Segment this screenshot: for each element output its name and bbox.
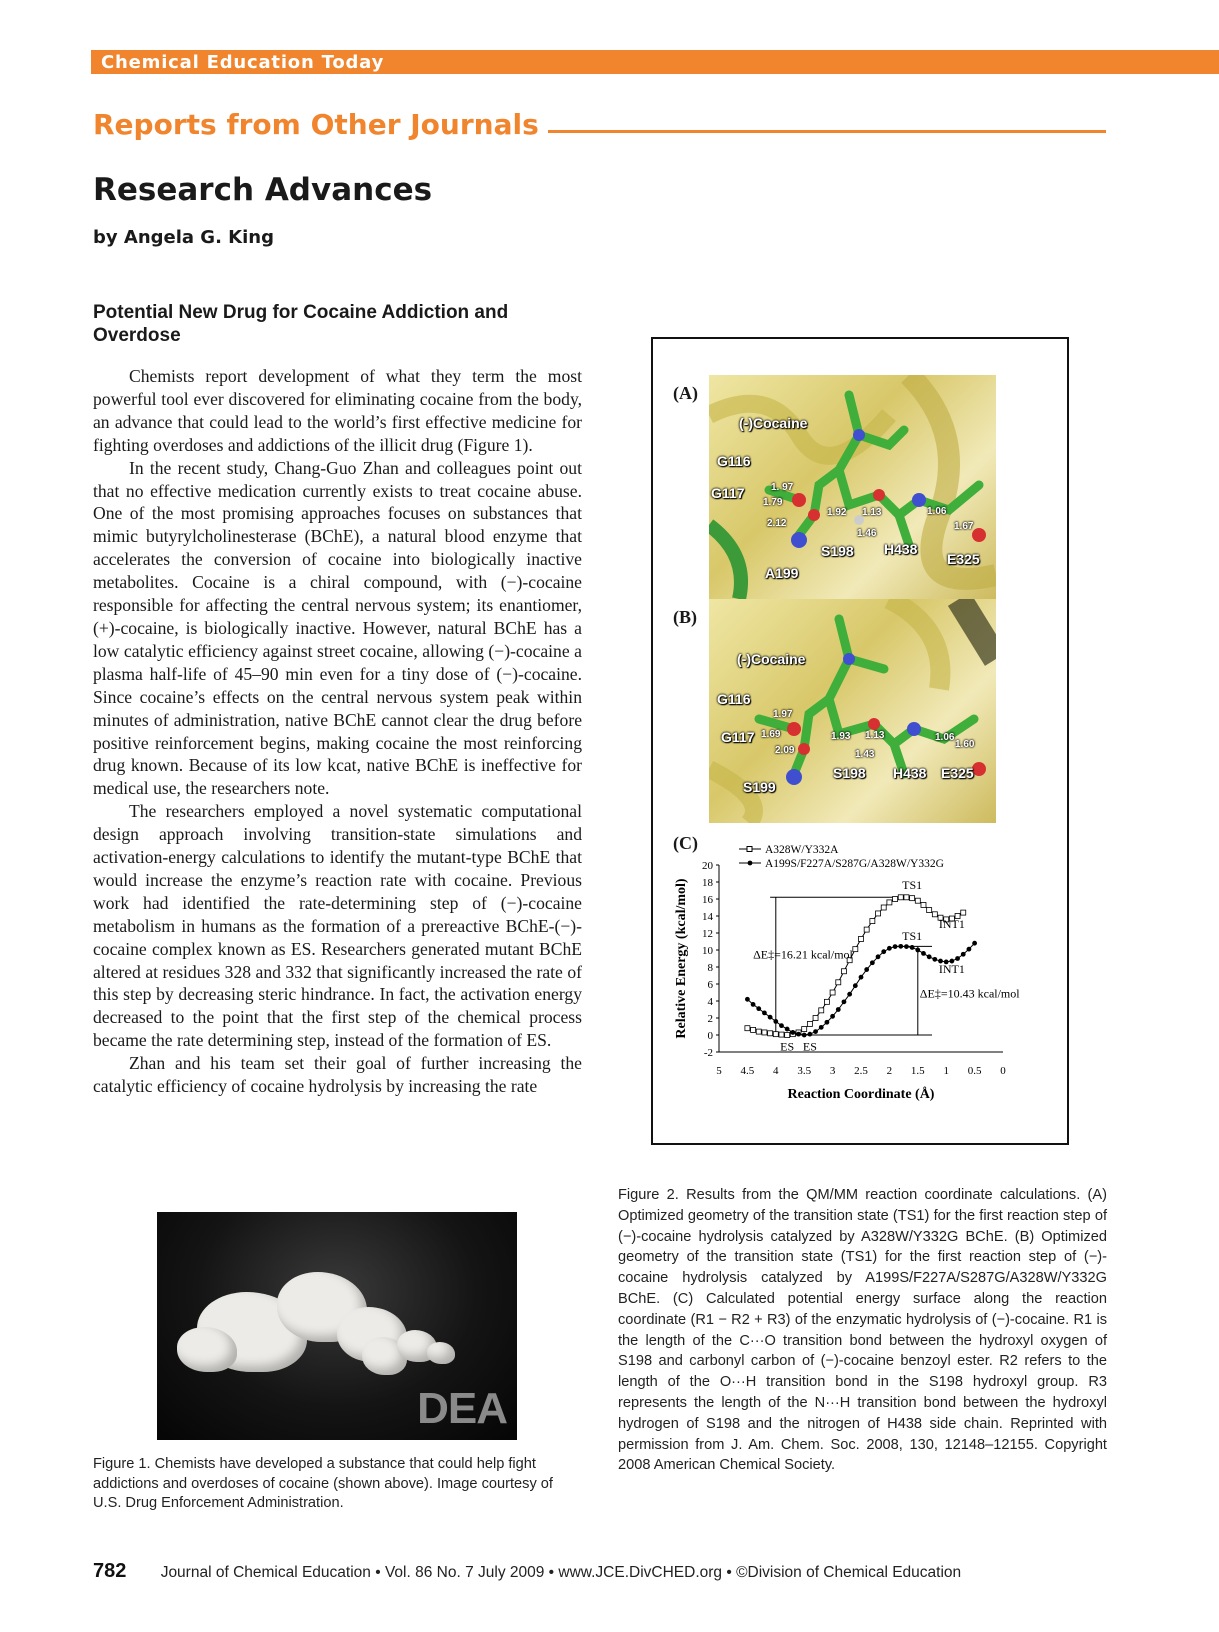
data-point — [910, 896, 915, 901]
data-point — [751, 1027, 756, 1032]
y-tick-label: 8 — [707, 962, 713, 974]
data-point — [932, 957, 937, 962]
energy-chart — [653, 839, 1067, 1129]
data-point — [927, 908, 932, 913]
x-tick-label: 5 — [716, 1065, 722, 1077]
y-tick-label: 20 — [702, 860, 713, 872]
residue-label: H438 — [893, 765, 927, 781]
data-point — [898, 895, 903, 900]
y-tick-label: 16 — [702, 894, 713, 906]
data-point — [745, 997, 750, 1002]
data-point — [881, 905, 886, 910]
byline: by Angela G. King — [93, 227, 275, 248]
y-tick-label: -2 — [703, 1047, 713, 1059]
x-tick-label: 1.5 — [910, 1065, 925, 1077]
data-point — [796, 1032, 801, 1037]
data-point — [802, 1033, 807, 1038]
chart-annotation: TS1 — [902, 928, 923, 943]
data-point — [773, 1019, 778, 1024]
legend-marker — [748, 861, 753, 866]
data-point — [745, 1026, 750, 1031]
cocaine-label: (-)Cocaine — [739, 415, 808, 431]
banner-label: Chemical Education Today — [101, 52, 385, 73]
data-point — [802, 1027, 807, 1032]
paragraph: Zhan and his team set their goal of further increasing the catalytic efficiency of cocaine hydrolysis by increasing the rate — [93, 1053, 582, 1097]
data-point — [893, 897, 898, 902]
residue-label: E325 — [947, 551, 980, 567]
chart-annotation: ΔE‡=10.43 kcal/mol — [919, 986, 1020, 1001]
data-point — [807, 1021, 812, 1026]
data-point — [762, 1030, 767, 1035]
page-headline: Research Advances — [93, 172, 433, 208]
data-point — [836, 1007, 841, 1012]
distance-label: 1.06 — [935, 732, 955, 743]
data-point — [870, 919, 875, 924]
series-line — [747, 897, 963, 1035]
data-point — [961, 952, 966, 957]
data-point — [961, 910, 966, 915]
y-tick-label: 12 — [702, 928, 713, 940]
data-point — [841, 969, 846, 974]
x-tick-label: 0 — [1000, 1065, 1006, 1077]
residue-label: G116 — [717, 691, 751, 707]
distance-label: 1.13 — [862, 507, 882, 518]
data-point — [824, 999, 829, 1004]
data-point — [830, 990, 835, 995]
y-tick-label: 10 — [702, 945, 713, 957]
data-point — [768, 1015, 773, 1020]
distance-label: 2.12 — [767, 518, 787, 529]
residue-label: G117 — [711, 485, 745, 501]
data-point — [967, 947, 972, 952]
section-title: Reports from Other Journals — [93, 108, 539, 141]
article-body — [93, 365, 582, 1098]
panel-a-structure — [709, 375, 996, 599]
residue-label: S198 — [833, 765, 866, 781]
y-tick-label: 0 — [707, 1030, 713, 1042]
x-tick-label: 2 — [886, 1065, 893, 1077]
data-point — [887, 946, 892, 951]
section-banner — [91, 50, 1219, 74]
data-point — [756, 1006, 761, 1011]
data-point — [779, 1032, 784, 1037]
footer-text: Journal of Chemical Education • Vol. 86 No. 7 July 2009 • www.JCE.DivCHED.org • ©Division of Chemical Education — [160, 1564, 962, 1581]
data-point — [847, 992, 852, 997]
data-point — [876, 954, 881, 959]
panel-a-label: (A) — [673, 383, 698, 403]
panel-b-structure — [709, 599, 996, 823]
data-point — [842, 999, 847, 1004]
data-point — [921, 902, 926, 907]
x-tick-label: 1 — [943, 1065, 949, 1077]
data-point — [813, 1029, 818, 1034]
residue-label: H438 — [884, 541, 918, 557]
distance-label: 1.69 — [761, 729, 781, 740]
residue-label: A199 — [765, 565, 799, 581]
x-tick-label: 4.5 — [740, 1065, 755, 1077]
data-point — [881, 949, 886, 954]
data-point — [870, 960, 875, 965]
x-tick-label: 3.5 — [797, 1065, 812, 1077]
chart-annotation: INT1 — [938, 961, 965, 976]
data-point — [813, 1016, 818, 1021]
data-point — [921, 951, 926, 956]
data-point — [887, 900, 892, 905]
cocaine-photo — [157, 1212, 517, 1440]
legend-entry: A199S/F227A/S287G/A328W/Y332G — [765, 858, 944, 870]
data-point — [762, 1011, 767, 1016]
distance-label: 1.92 — [827, 507, 847, 518]
data-point — [904, 895, 909, 900]
distance-label: 1.60 — [955, 739, 975, 750]
residue-label: G117 — [721, 729, 755, 745]
x-tick-label: 3 — [829, 1065, 836, 1077]
data-point — [807, 1032, 812, 1037]
y-tick-label: 2 — [707, 1013, 713, 1025]
panel-b-label: (B) — [673, 607, 697, 627]
residue-label: S199 — [743, 779, 776, 795]
x-axis-label: Reaction Coordinate (Å) — [787, 1087, 935, 1102]
article-title: Potential New Drug for Cocaine Addiction and Overdose — [93, 302, 509, 346]
distance-label: 2.09 — [775, 745, 795, 756]
distance-label: 1.13 — [865, 730, 885, 741]
paragraph: The researchers employed a novel systematic computational design approach involving transition-state simulations and activation-energy calculations to identify the mutant-type BChE that would increase the enzyme’s reaction rate with cocaine. Previous work had identified the rate-determining step of (−)-cocaine metabolism in humans as the formation of a prereactive BChE-(−)-cocaine complex known as ES. Researchers generated mutant BChE altered at residues 328 and 332 that significantly increased the rate of this step by decreasing steric hindrance. In fact, the activation energy decreased to the point that the first step of the chemical process became the rate determining step, instead of the formation of ES. — [93, 801, 582, 1051]
paragraph: In the recent study, Chang-Guo Zhan and colleagues point out that no effective medication currently exists to treat cocaine abuse. One of the most promising approaches focuses on substances that mimic butyrylcholinesterase (BChE), a natural blood enzyme that accelerates the conversion of cocaine into biologically inactive metabolites. Cocaine is a chiral compound, with (−)-cocaine responsible for affecting the central nervous system; its enantiomer, (+)-cocaine, is biologically inactive. However, natural BChE has a low catalytic efficiency against street cocaine, allowing (−)-cocaine a plasma half-life of 45–90 min even for a tiny dose of (−)-cocaine. Since cocaine’s effects on the central nervous system peak within minutes of administration, native BChE cannot clear the drug before positive reinforcement begins, making cocaine the most reinforcing drug known. Because of its low kcat, native BChE is ineffective for medical use, the researchers note. — [93, 457, 582, 799]
x-tick-label: 4 — [773, 1065, 779, 1077]
data-point — [825, 1020, 830, 1025]
data-point — [859, 936, 864, 941]
data-point — [790, 1030, 795, 1035]
data-point — [898, 944, 903, 949]
data-point — [768, 1031, 773, 1036]
data-point — [915, 948, 920, 953]
distance-label: 1.97 — [773, 709, 793, 720]
figure2-caption: Figure 2. Results from the QM/MM reaction coordinate calculations. (A) Optimized geometry of the transition state (TS1) for the first reaction step of (−)-cocaine hydrolysis catalyzed by A328W/Y332G BChE. (B) Optimized geometry of the transition state (TS1) for the first reaction step of (−)-cocaine hydrolysis catalyzed by A199S/F227A/S287G/A328W/Y332G BChE. (C) Calculated potential energy surface along the reaction coordinate (R1 − R2 + R3) of the enzymatic hydrolysis of (−)-cocaine. R1 is the length of the C···O transition bond between the hydroxyl oxygen of S198 and carbonyl carbon of (−)-cocaine benzoyl ester. R2 refers to the length of the O···H transition bond in the S198 hydroxyl group. R3 represents the length of the N···H transition bond between the hydroxyl hydrogen of S198 and the nitrogen of H438 side chain. Reprinted with permission from J. Am. Chem. Soc. 2008, 130, 12148–12155. Copyright 2008 American Chemical Society. — [618, 1187, 1107, 1474]
y-axis-label: Relative Energy (kcal/mol) — [674, 878, 689, 1039]
chart-annotation: ES — [802, 1039, 817, 1054]
data-point — [773, 1032, 778, 1037]
distance-label: 1.79 — [763, 497, 783, 508]
distance-label: 1.93 — [831, 731, 851, 742]
chart-annotation: ΔE‡=16.21 kcal/mol — [753, 947, 853, 962]
y-tick-label: 6 — [707, 979, 713, 991]
data-point — [853, 983, 858, 988]
residue-label: S198 — [821, 543, 854, 559]
data-point — [785, 1033, 790, 1038]
data-point — [864, 967, 869, 972]
data-point — [859, 975, 864, 980]
y-tick-label: 4 — [707, 996, 713, 1008]
data-point — [893, 944, 898, 949]
panel-c-label: (C) — [673, 833, 698, 853]
data-point — [756, 1029, 761, 1034]
figure1-caption: Figure 1. Chemists have developed a substance that could help fight addictions and overdoses of cocaine (shown above). Image courtesy of U.S. Drug Enforcement Administration. — [93, 1456, 553, 1511]
section-rule — [548, 130, 1106, 133]
data-point — [904, 944, 909, 949]
y-tick-label: 14 — [702, 911, 713, 923]
data-point — [910, 945, 915, 950]
chart-annotation: ES — [780, 1039, 795, 1054]
cocaine-label: (-)Cocaine — [737, 651, 806, 667]
page-footer — [93, 1560, 1107, 1583]
data-point — [876, 911, 881, 916]
data-point — [751, 1002, 756, 1007]
data-point — [915, 898, 920, 903]
distance-label: 1.43 — [855, 749, 875, 760]
page-number: 782 — [93, 1560, 127, 1582]
dea-watermark: DEA — [417, 1384, 507, 1433]
data-point — [972, 941, 977, 946]
y-tick-label: 18 — [702, 877, 713, 889]
data-point — [819, 1008, 824, 1013]
paragraph: Chemists report development of what they term the most powerful tool ever discovered for eliminating cocaine from the body, an advance that could lead to the world’s first effective medicine for fighting overdoses and addictions of the illicit drug (Figure 1). — [93, 366, 582, 455]
residue-label: E325 — [941, 765, 974, 781]
distance-label: 1. 97 — [771, 482, 794, 493]
distance-label: 1.67 — [954, 521, 974, 532]
chart-annotation: TS1 — [902, 877, 923, 892]
data-point — [785, 1027, 790, 1032]
data-point — [927, 954, 932, 959]
data-point — [836, 980, 841, 985]
data-point — [864, 927, 869, 932]
figure2-box — [651, 337, 1069, 1145]
residue-label: G116 — [717, 453, 751, 469]
x-tick-label: 2.5 — [854, 1065, 868, 1077]
distance-label: 1.06 — [927, 506, 947, 517]
data-point — [819, 1025, 824, 1030]
legend-entry: A328W/Y332A — [765, 844, 839, 856]
data-point — [853, 947, 858, 952]
data-point — [779, 1023, 784, 1028]
data-point — [932, 912, 937, 917]
legend-marker — [747, 847, 752, 852]
data-point — [830, 1014, 835, 1019]
data-point — [955, 956, 960, 961]
chart-annotation: INT1 — [938, 916, 965, 931]
distance-label: 1.46 — [857, 528, 877, 539]
x-tick-label: 0.5 — [967, 1065, 982, 1077]
